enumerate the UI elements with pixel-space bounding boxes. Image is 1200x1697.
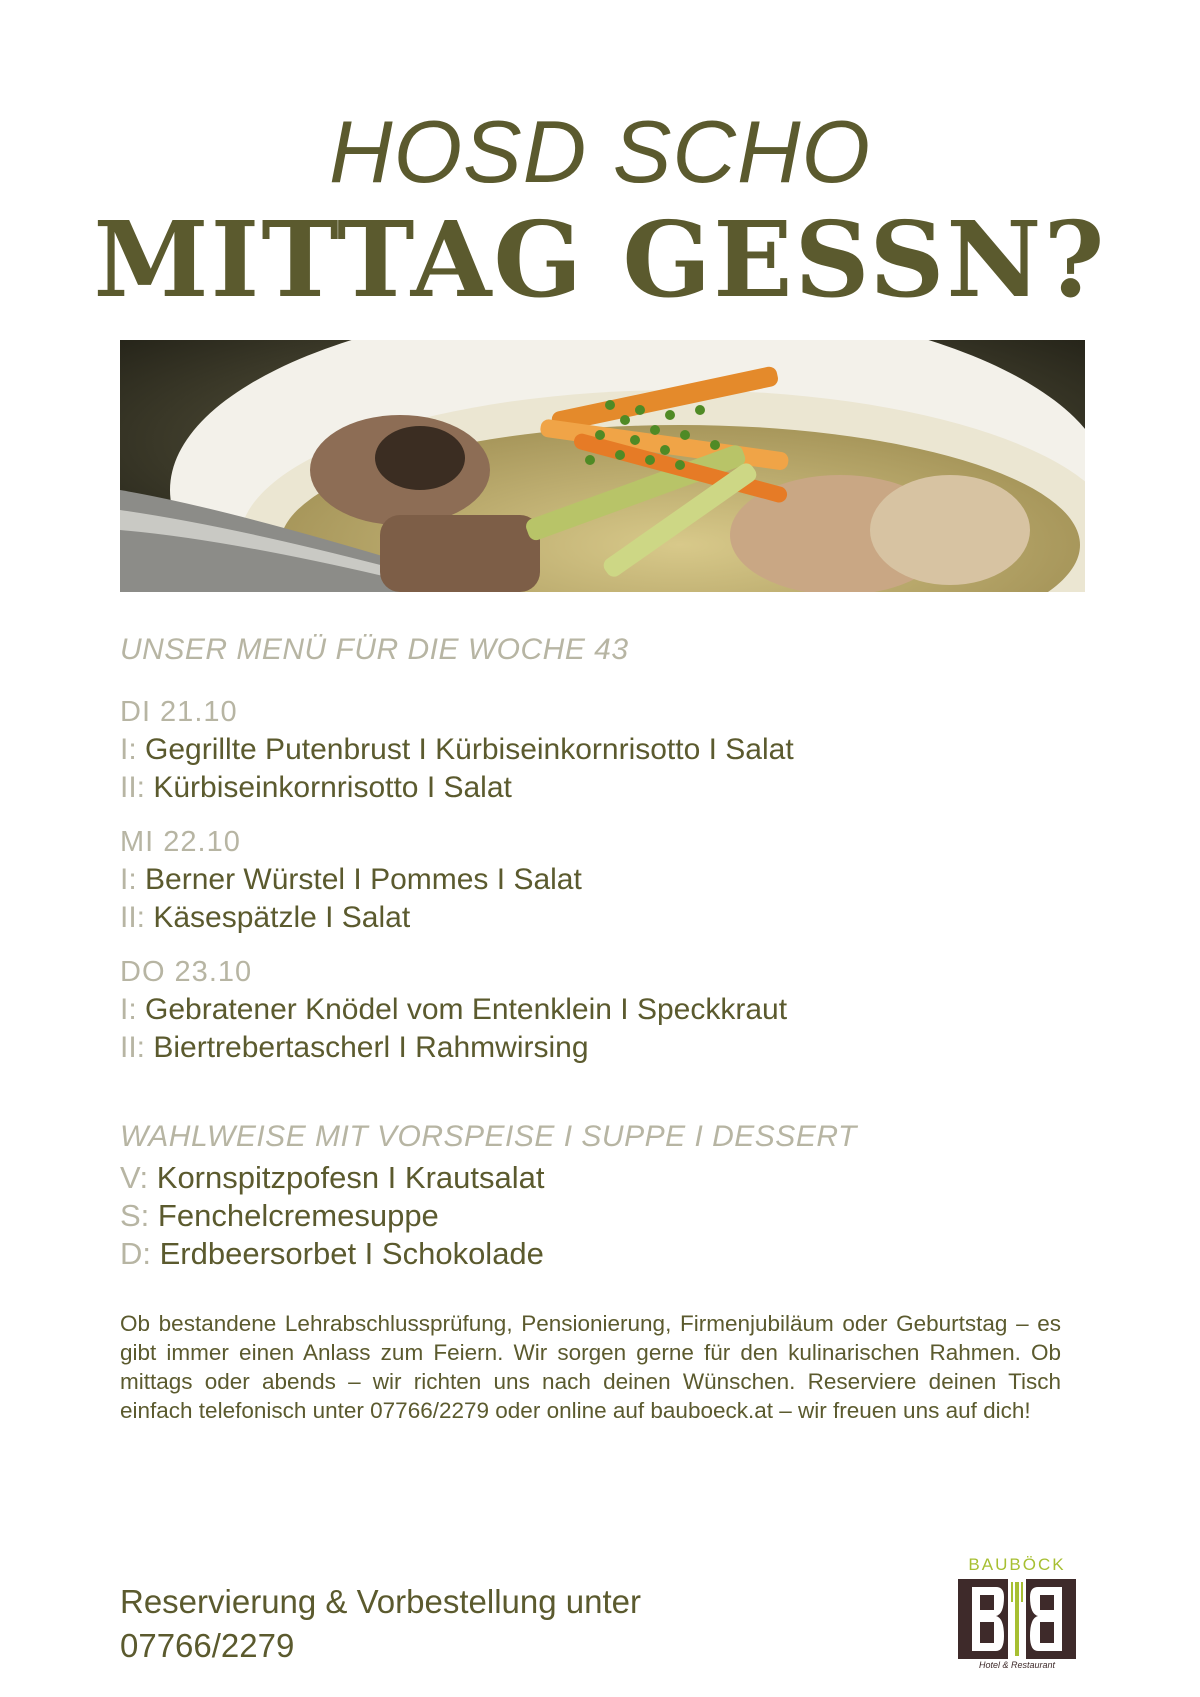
day-label: DO 23.10 bbox=[120, 956, 253, 988]
reservation-footer bbox=[120, 1580, 740, 1668]
dish-text: Biertrebertascherl I Rahmwirsing bbox=[153, 1031, 589, 1064]
dish-text: Berner Würstel I Pommes I Salat bbox=[145, 863, 582, 896]
bauboeck-logo bbox=[958, 1556, 1076, 1674]
dish-text: Käsespätzle I Salat bbox=[153, 901, 411, 934]
day-label: MI 22.10 bbox=[120, 826, 241, 858]
logo-subtitle: Hotel & Restaurant bbox=[978, 1660, 1056, 1670]
footer-phone: 07766/2279 bbox=[120, 1627, 295, 1664]
dish-prefix: II: bbox=[120, 771, 146, 804]
dish-prefix: I: bbox=[120, 993, 137, 1026]
headline-line-2: MITTAG GESSN? bbox=[93, 198, 1107, 321]
extra-text: Kornspitzpofesn I Krautsalat bbox=[156, 1160, 545, 1195]
menu-day bbox=[120, 953, 1080, 1067]
menu-day bbox=[120, 693, 1080, 807]
extra-item bbox=[120, 1197, 1080, 1235]
dish-line bbox=[120, 1029, 1080, 1067]
dish-prefix: I: bbox=[120, 733, 137, 766]
day-label: DI 21.10 bbox=[120, 696, 238, 728]
bb-monogram-icon bbox=[958, 1556, 1076, 1674]
info-paragraph: Ob bestandene Lehrabschlussprüfung, Pensionierung, Firmenjubiläum oder Geburtstag – es gibt immer einen Anlass zum Feiern. Wir sorgen gerne für den kulinarischen Rahmen. Ob mittags oder abends – wir richten uns nach deinen Wünschen. Reserviere deinen Tisch einfach telefonisch unter 07766/2279 oder online auf bauboeck.at – wir freuen uns auf dich! bbox=[120, 1311, 1061, 1423]
extra-text: Erdbeersorbet I Schokolade bbox=[159, 1236, 544, 1271]
hero-photo bbox=[120, 340, 1085, 592]
dish-line bbox=[120, 991, 1080, 1029]
extra-text: Fenchelcremesuppe bbox=[157, 1198, 439, 1233]
dish-line bbox=[120, 731, 1080, 769]
dish-text: Gebratener Knödel vom Entenklein I Speckkraut bbox=[145, 993, 788, 1026]
dish-text: Kürbiseinkornrisotto I Salat bbox=[153, 771, 512, 804]
extra-prefix: D: bbox=[120, 1236, 151, 1271]
dish-prefix: II: bbox=[120, 1031, 146, 1064]
extra-item bbox=[120, 1235, 1080, 1273]
dish-prefix: I: bbox=[120, 863, 137, 896]
dish-text: Gegrillte Putenbrust I Kürbiseinkornrisotto I Salat bbox=[145, 733, 794, 766]
extras-heading: WAHLWEISE MIT VORSPEISE I SUPPE I DESSERT bbox=[120, 1120, 857, 1153]
headline-line-1: HOSD SCHO bbox=[329, 102, 871, 201]
menu-day bbox=[120, 823, 1080, 937]
dish-line bbox=[120, 899, 1080, 937]
extra-prefix: S: bbox=[120, 1198, 150, 1233]
footer-line-1: Reservierung & Vorbestellung unter bbox=[120, 1583, 641, 1620]
soup-bowl-icon bbox=[120, 340, 1085, 592]
extra-item bbox=[120, 1159, 1080, 1197]
logo-name: BAUBÖCK bbox=[968, 1555, 1066, 1574]
dish-line bbox=[120, 861, 1080, 899]
dish-prefix: II: bbox=[120, 901, 146, 934]
extra-prefix: V: bbox=[120, 1160, 149, 1195]
extras-list bbox=[120, 1159, 1080, 1273]
menu-heading: UNSER MENÜ FÜR DIE WOCHE 43 bbox=[120, 633, 629, 666]
dish-line bbox=[120, 769, 1080, 807]
